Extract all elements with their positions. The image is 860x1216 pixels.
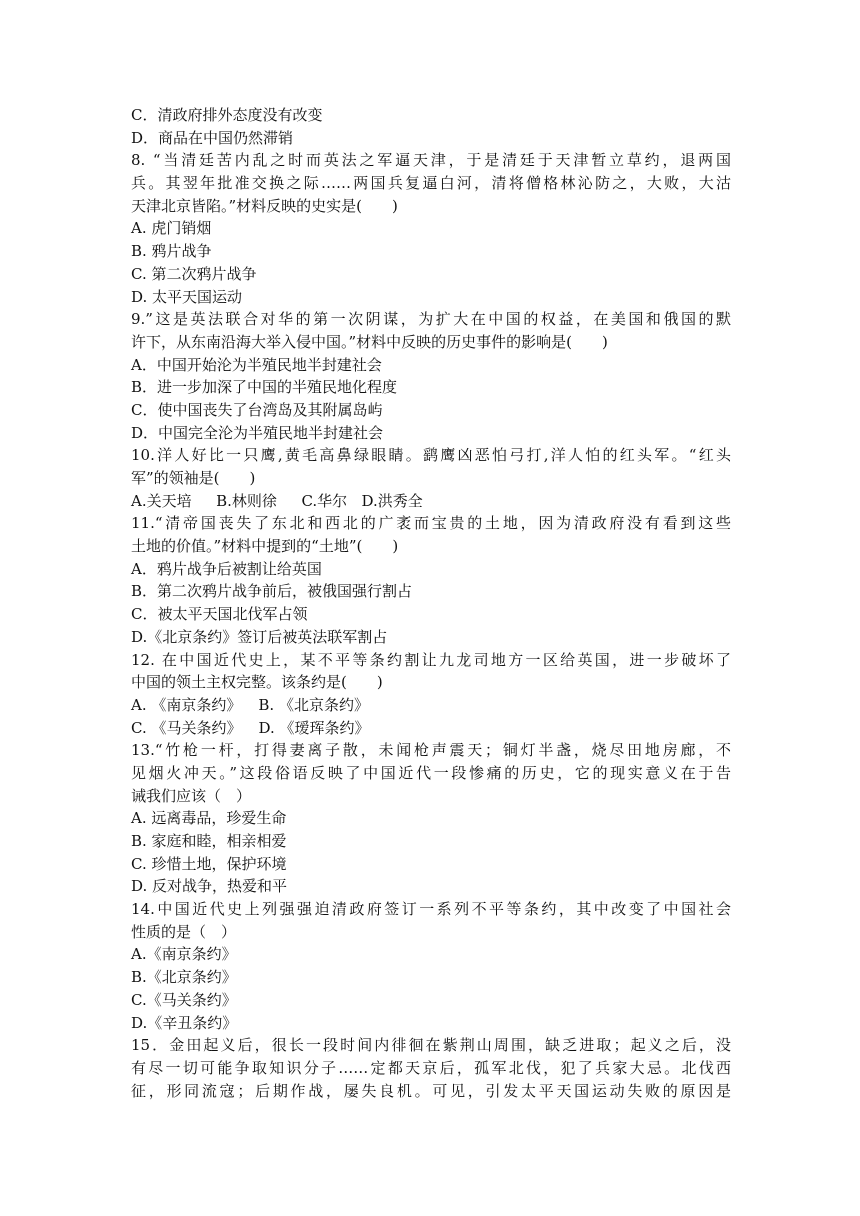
text-line: A.关天培 B.林则徐 C.华尔 D.洪秀全 [131, 491, 423, 510]
text-line: 10.洋人好比一只鹰,黄毛高鼻绿眼睛。鹞鹰凶恶怕弓打,洋人怕的红头军。“红头 [131, 446, 731, 465]
text-line: C．使中国丧失了台湾岛及其附属岛屿 [131, 400, 383, 419]
text-line: D.《辛丑条约》 [131, 1013, 238, 1032]
text-line: 15．金田起义后，很长一段时间内徘徊在紫荆山周围，缺乏进取；起义之后，没 [131, 1036, 731, 1055]
text-line: 13.“竹枪一杆，打得妻离子散，未闻枪声震天；铜灯半盏，烧尽田地房廊，不 [131, 741, 731, 760]
document-page [131, 104, 731, 1102]
text-line: C．清政府排外态度没有改变 [131, 106, 323, 124]
text-line: C. 第二次鸦片战争 [131, 264, 257, 283]
text-line: C. 珍惜土地，保护环境 [131, 854, 287, 873]
text-line: C.《马关条约》 [131, 990, 237, 1009]
text-line: 8. “当清廷苦内乱之时而英法之军逼天津，于是清廷于天津暂立草约，退两国 [131, 151, 731, 170]
text-line: 土地的价值。”材料中提到的“土地”( ) [131, 537, 399, 556]
text-line: 征，形同流寇；后期作战，屡失良机。可见，引发太平天国运动失败的原因是 [131, 1081, 731, 1100]
text-line: 9.”这是英法联合对华的第一次阴谋，为扩大在中国的权益，在美国和俄国的默 [131, 310, 731, 329]
text-line: B. 鸦片战争 [131, 242, 212, 261]
text-line: D．中国完全沦为半殖民地半封建社会 [131, 423, 384, 442]
text-line: B．第二次鸦片战争前后，被俄国强行割占 [131, 582, 413, 601]
text-line: 天津北京皆陷。”材料反映的史实是( ) [131, 196, 398, 215]
text-line: 兵。其翌年批准交换之际……两国兵复逼白河，清将僧格林沁防之，大败，大沽 [131, 174, 731, 193]
text-line: C. 《马关条约》 D. 《瑷珲条约》 [131, 718, 370, 737]
text-line: B．进一步加深了中国的半殖民地化程度 [131, 378, 398, 397]
text-line: B.《北京条约》 [131, 968, 237, 987]
text-line: D.《北京条约》签订后被英法联军割占 [131, 627, 388, 646]
text-line: 中国的领土主权完整。该条约是( ) [131, 673, 383, 692]
text-line: D. 太平天国运动 [131, 287, 243, 306]
text-line: C．被太平天国北伐军占领 [131, 605, 308, 624]
text-line: D. 反对战争，热爱和平 [131, 877, 288, 896]
text-line: 军”的领袖是( ) [131, 469, 256, 487]
text-line: A. 虎门销烟 [131, 219, 212, 238]
text-line: A. 《南京条约》 B. 《北京条约》 [131, 695, 369, 714]
text-line: A.《南京条约》 [131, 945, 237, 964]
text-line: 许下，从东南沿海大举入侵中国。”材料中反映的历史事件的影响是( ) [131, 332, 608, 351]
text-line: A．鸦片战争后被割让给英国 [131, 559, 322, 578]
text-line: 性质的是（ ） [131, 922, 237, 941]
text-line: B. 家庭和睦，相亲相爱 [131, 832, 287, 850]
text-line: D．商品在中国仍然滞销 [131, 128, 294, 147]
text-line: A．中国开始沦为半殖民地半封建社会 [131, 355, 382, 374]
text-line: A. 远离毒品，珍爱生命 [131, 809, 287, 828]
text-line: 诫我们应该（ ） [131, 786, 252, 805]
text-line: 12. 在中国近代史上，某不平等条约割让九龙司地方一区给英国，进一步破坏了 [131, 650, 731, 669]
text-line: 有尽一切可能争取知识分子……定都天京后，孤军北伐，犯了兵家大忌。北伐西 [131, 1058, 731, 1077]
text-line: 见烟火冲天。”这段俗语反映了中国近代一段惨痛的历史，它的现实意义在于告 [131, 763, 731, 782]
text-line: 11.“清帝国丧失了东北和西北的广袤而宝贵的土地，因为清政府没有看到这些 [131, 514, 731, 533]
text-line: 14.中国近代史上列强强迫清政府签订一系列不平等条约，其中改变了中国社会 [131, 900, 731, 919]
